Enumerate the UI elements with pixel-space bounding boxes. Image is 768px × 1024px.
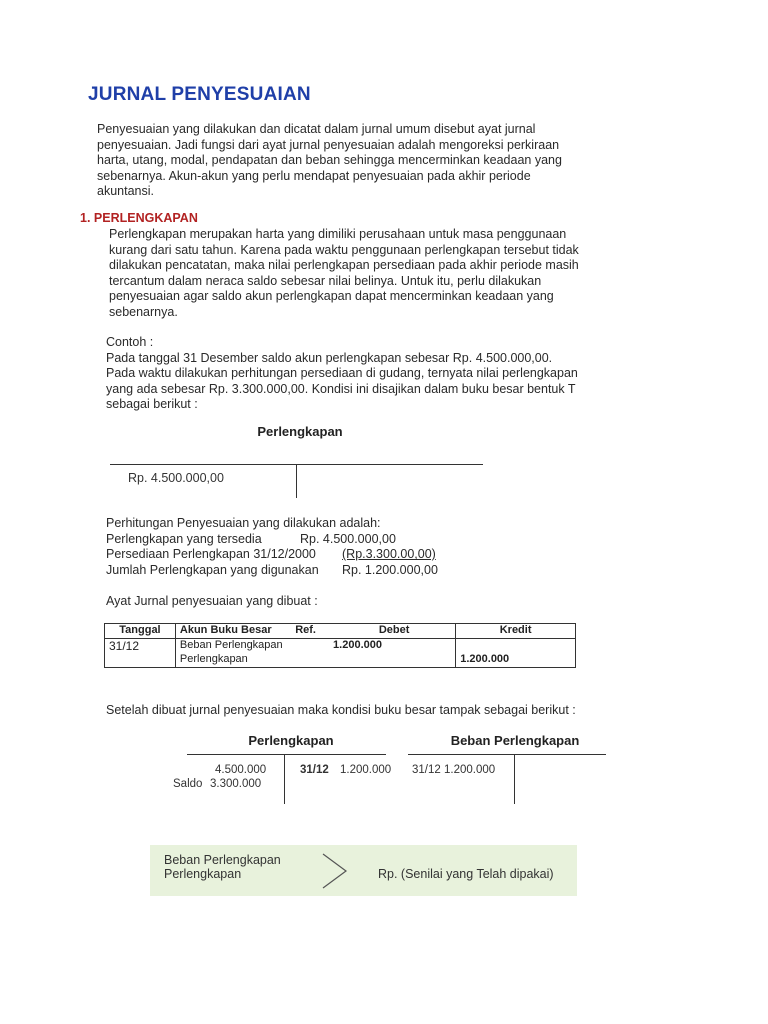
summary-result: Rp. (Senilai yang Telah dipakai) [378, 867, 554, 881]
calc-amount: Rp. 4.500.000,00 [300, 531, 396, 546]
after-text: Setelah dibuat jurnal penyesuaian maka kondisi buku besar tampak sebagai berikut : [106, 703, 576, 717]
intro-line: sebenarnya. Akun-akun yang perlu mendapat penyesuaian pada akhir periode [97, 168, 531, 183]
t-account-debit: Rp. 4.500.000,00 [128, 471, 224, 485]
section-title: 1. PERLENGKAPAN [80, 211, 198, 225]
header-tanggal: Tanggal [105, 624, 176, 639]
intro-line: harta, utang, modal, pendapatan dan beban sehingga mencerminkan keadaan yang [97, 153, 562, 168]
calc-label: Perlengkapan yang tersedia [106, 531, 262, 546]
journal-intro: Ayat Jurnal penyesuaian yang dibuat : [106, 594, 318, 608]
calc-amount: (Rp.3.300.00,00) [342, 547, 436, 562]
header-kredit: Kredit [456, 624, 576, 639]
header-ref: Ref. [278, 624, 333, 639]
calc-label: Jumlah Perlengkapan yang digunakan [106, 562, 319, 577]
ledger-right-vertical-line [514, 754, 515, 804]
ledger-left-credit-value: 1.200.000 [340, 764, 392, 776]
example-line: sebagai berikut : [106, 397, 198, 412]
header-debet: Debet [333, 624, 456, 639]
example-paragraph [106, 335, 606, 413]
journal-date: 31/12 [105, 639, 176, 668]
journal-credit: 1.200.000 [456, 653, 576, 668]
section-line: sebenarnya. [109, 304, 178, 319]
calc-label: Persediaan Perlengkapan 31/12/2000 [106, 547, 316, 562]
ledger-left-vertical-line [284, 754, 285, 804]
ledger-left-saldo-value: 3.300.000 [210, 778, 262, 790]
example-line: Pada waktu dilakukan perhitungan persediaan di gudang, ternyata nilai perlengkapan [106, 366, 578, 381]
example-line: yang ada sebesar Rp. 3.300.000,00. Kondisi ini disajikan dalam buku besar bentuk T [106, 381, 576, 396]
header-akun: Akun Buku Besar [175, 624, 278, 639]
intro-paragraph [97, 122, 597, 200]
ledger-left-title: Perlengkapan [248, 733, 334, 748]
ledger-left-saldo-label: Saldo [173, 778, 203, 790]
page-title: JURNAL PENYESUAIAN [88, 84, 311, 105]
ledger-left-debit: 4.500.000 [215, 764, 267, 776]
ledger-right-debit: 31/12 1.200.000 [412, 764, 496, 776]
t-account-title: Perlengkapan [257, 424, 343, 439]
section-body [109, 227, 609, 321]
summary-box [150, 845, 577, 896]
section-line: dilakukan pencatatan, maka nilai perlengkapan persediaan pada akhir periode masih [109, 258, 579, 273]
intro-line: penyesuaian. Jadi fungsi dari ayat jurnal penyesuaian adalah mengoreksi perkiraan [97, 137, 560, 152]
journal-header-row [105, 624, 576, 639]
t-account-vertical-line [296, 464, 297, 498]
journal-credit-empty [456, 639, 576, 654]
intro-line: Penyesuaian yang dilakukan dan dicatat dalam jurnal umum disebut ayat jurnal [97, 122, 536, 136]
ledger-right-horizontal-line [408, 754, 606, 755]
calc-amount: Rp. 1.200.000,00 [342, 562, 438, 577]
ledger-left-credit-date: 31/12 [300, 764, 329, 776]
journal-account: Beban Perlengkapan [175, 639, 333, 654]
section-line: penyesuaian agar saldo akun perlengkapan dapat mencerminkan keadaan yang [109, 289, 554, 304]
section-line: Perlengkapan merupakan harta yang dimiliki perusahaan untuk masa penggunaan [109, 227, 567, 241]
summary-credit-account: Perlengkapan [164, 867, 242, 881]
example-line: Pada tanggal 31 Desember saldo akun perlengkapan sebesar Rp. 4.500.000,00. [106, 350, 553, 365]
section-line: kurang dari satu tahun. Karena pada waktu penggunaan perlengkapan tersebut tidak [109, 242, 579, 257]
chevron-right-icon [320, 851, 350, 891]
journal-debit-empty [333, 653, 456, 668]
section-line: tercantum dalam neraca saldo sebesar nilai belinya. Untuk itu, perlu dilakukan [109, 273, 542, 288]
ledger-right-title: Beban Perlengkapan [450, 733, 580, 748]
summary-debit-account: Beban Perlengkapan [164, 853, 281, 867]
calculation-heading: Perhitungan Penyesuaian yang dilakukan adalah: [106, 516, 381, 530]
journal-table [104, 623, 576, 668]
journal-row [105, 639, 576, 654]
journal-account: Perlengkapan [175, 653, 333, 668]
intro-line: akuntansi. [97, 184, 154, 199]
example-line: Contoh : [106, 335, 154, 349]
ledger-left-horizontal-line [187, 754, 386, 755]
journal-debit: 1.200.000 [333, 639, 456, 654]
journal-row [105, 653, 576, 668]
